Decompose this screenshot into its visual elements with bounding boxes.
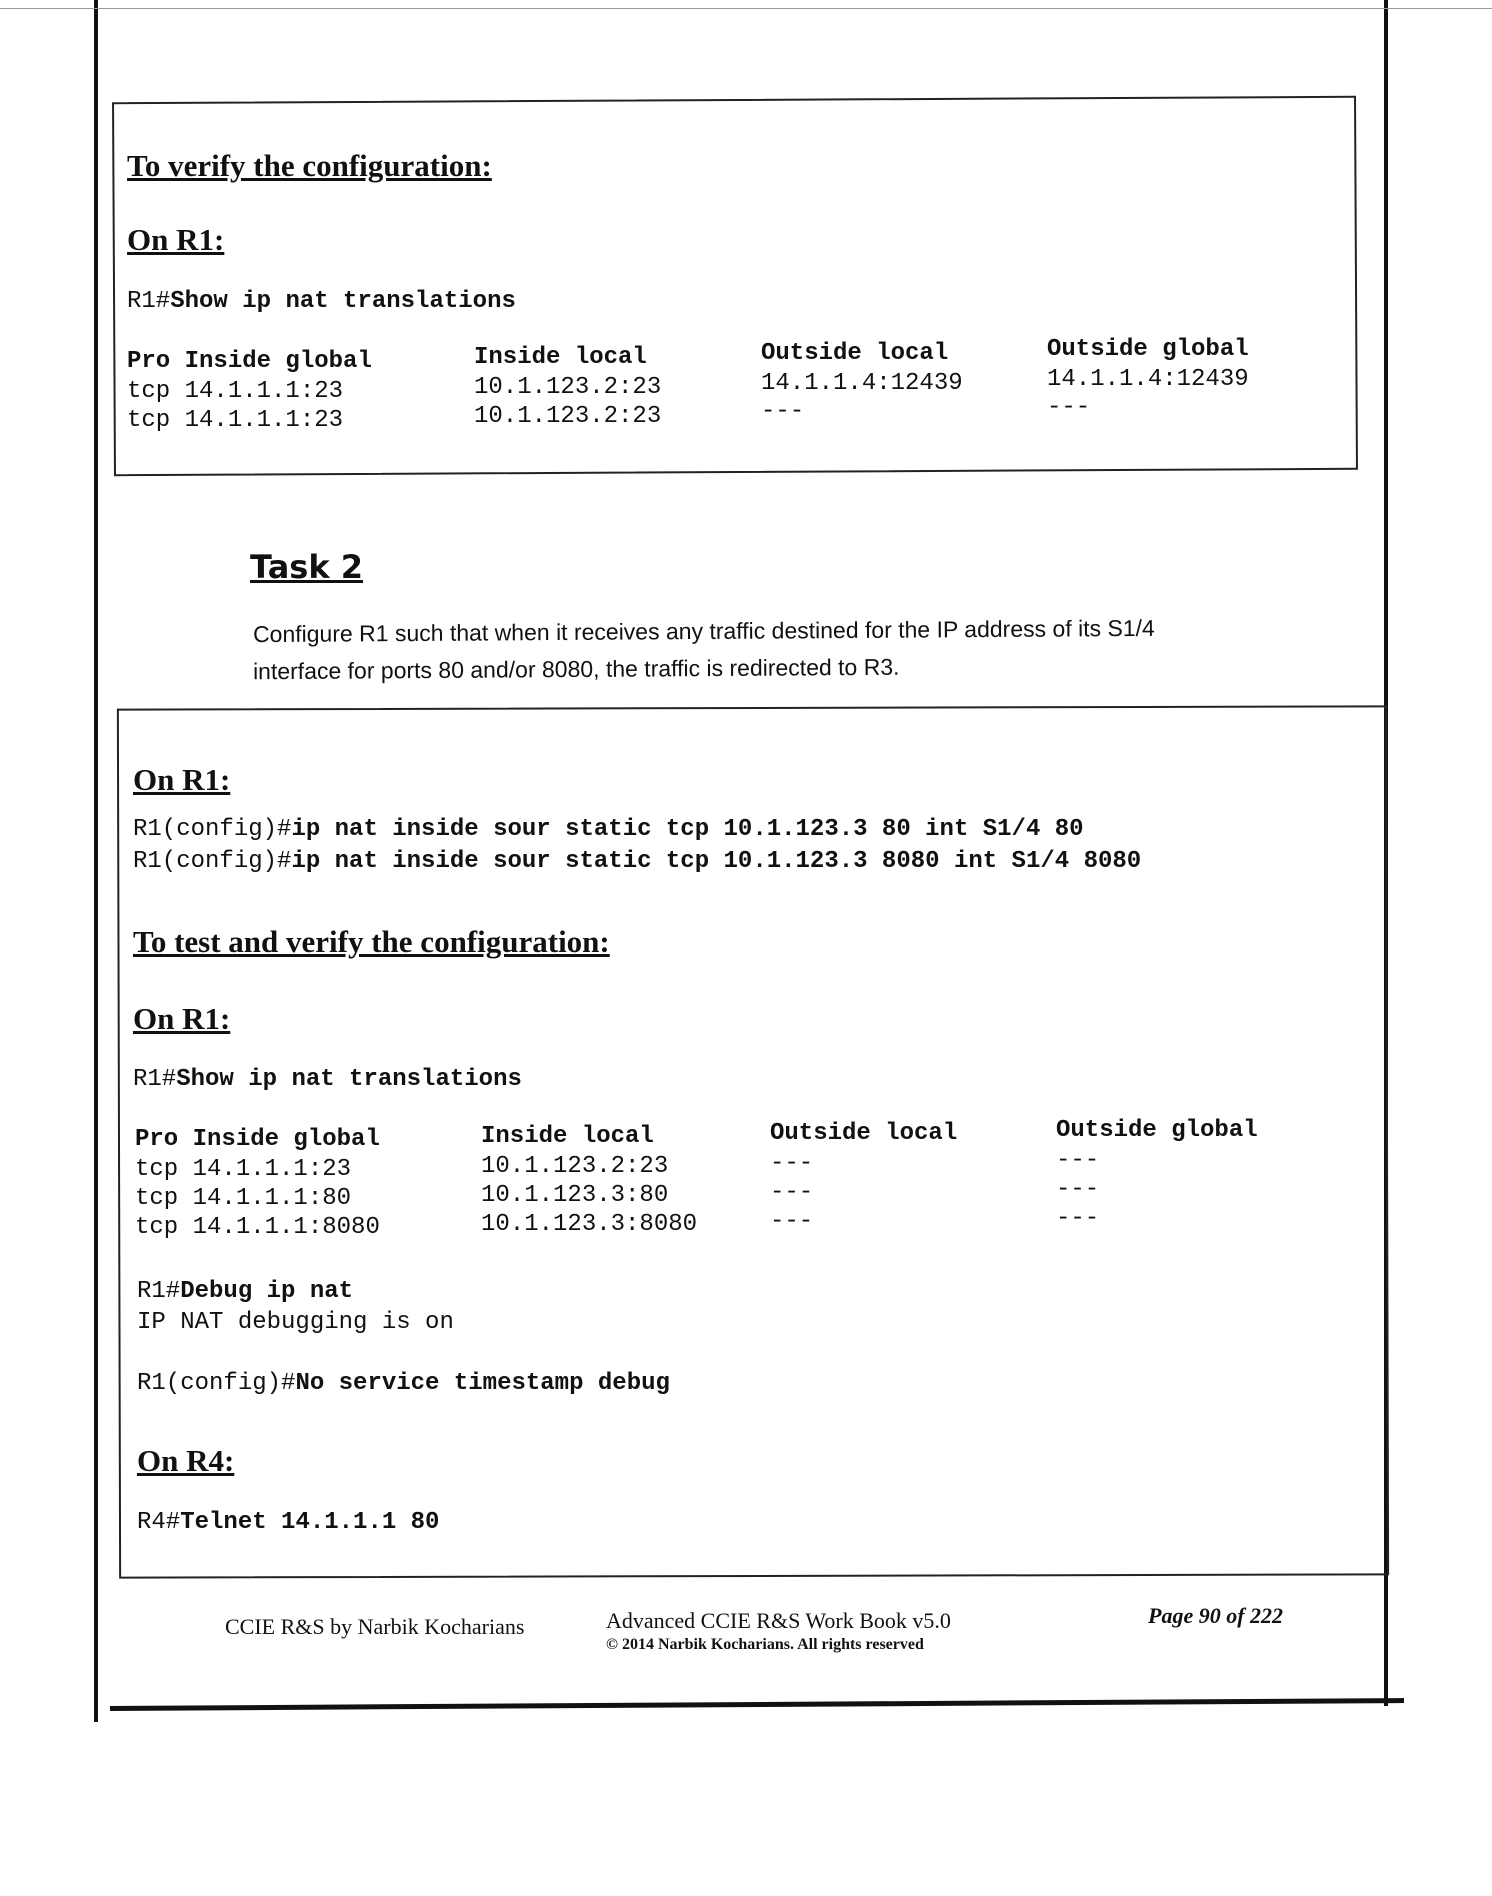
page-border-left — [94, 0, 98, 1722]
table-cell: 10.1.123.3:80 — [481, 1182, 669, 1209]
table-cell: tcp 14.1.1.1:23 — [127, 378, 344, 405]
telnet-command — [137, 1509, 439, 1536]
prompt: R1(config)# — [137, 1370, 296, 1397]
col-header: Outside global — [1056, 1117, 1258, 1144]
on-r1-label: On R1: — [133, 762, 231, 797]
on-r4-label: On R4: — [137, 1443, 235, 1478]
on-r1-label: On R1: — [127, 222, 225, 257]
page-border-bottom — [110, 1698, 1404, 1711]
prompt: R1# — [137, 1278, 181, 1305]
table-cell: 10.1.123.2:23 — [474, 403, 662, 430]
config-line — [133, 816, 1084, 843]
show-command — [133, 1066, 522, 1093]
table-cell: 10.1.123.2:23 — [481, 1153, 669, 1180]
debug-output: IP NAT debugging is on — [137, 1309, 454, 1336]
table-cell: --- — [761, 398, 805, 425]
debug-command — [137, 1278, 353, 1305]
table-cell: tcp 14.1.1.1:80 — [135, 1185, 352, 1212]
command-text: No service timestamp debug — [295, 1370, 670, 1397]
prompt: R1# — [133, 1066, 177, 1093]
command-text: Telnet 14.1.1.1 80 — [180, 1509, 440, 1536]
table-cell: tcp 14.1.1.1:8080 — [135, 1214, 380, 1241]
col-header: Outside local — [770, 1120, 958, 1147]
prompt: R4# — [137, 1509, 181, 1536]
col-header: Inside local — [481, 1123, 654, 1150]
config-command: ip nat inside sour static tcp 10.1.123.3 80 int S1/4 80 — [291, 816, 1084, 843]
footer-page-number: Page 90 of 222 — [1148, 1603, 1284, 1628]
task-description-line1: Configure R1 such that when it receives any traffic destined for the IP address of its S1/4 — [252, 614, 1155, 648]
config-line — [133, 848, 1141, 875]
col-header: Pro Inside global — [127, 348, 372, 375]
table-cell: --- — [1056, 1176, 1100, 1203]
table-cell: 14.1.1.4:12439 — [761, 370, 963, 397]
footer-copyright: © 2014 Narbik Kocharians. All rights reserved — [606, 1636, 924, 1653]
table-cell: --- — [770, 1208, 814, 1235]
verify-heading: To verify the configuration: — [127, 148, 492, 183]
table-cell: --- — [770, 1179, 814, 1206]
table-cell: 14.1.1.4:12439 — [1047, 366, 1249, 393]
col-header: Pro Inside global — [135, 1126, 380, 1153]
footer-author: CCIE R&S by Narbik Kocharians — [225, 1614, 525, 1639]
table-cell: --- — [1056, 1205, 1100, 1232]
show-command — [127, 288, 516, 315]
command-text: Show ip nat translations — [170, 288, 516, 315]
table-cell: tcp 14.1.1.1:23 — [127, 407, 344, 434]
config-command: ip nat inside sour static tcp 10.1.123.3 8080 int S1/4 8080 — [291, 848, 1142, 875]
command-text: Show ip nat translations — [176, 1066, 522, 1093]
prompt: R1(config)# — [133, 816, 292, 843]
table-cell: --- — [1056, 1147, 1100, 1174]
col-header: Outside local — [761, 340, 949, 367]
prompt: R1# — [127, 288, 171, 315]
timestamp-command — [137, 1370, 670, 1397]
top-edge — [0, 8, 1492, 9]
on-r1-label: On R1: — [133, 1001, 231, 1036]
prompt: R1(config)# — [133, 848, 292, 875]
command-text: Debug ip nat — [180, 1278, 354, 1305]
table-cell: 10.1.123.3:8080 — [481, 1211, 698, 1238]
col-header: Outside global — [1047, 336, 1249, 363]
table-cell: 10.1.123.2:23 — [474, 374, 662, 401]
task-description-line2: interface for ports 80 and/or 8080, the traffic is redirected to R3. — [252, 653, 900, 685]
table-cell: --- — [770, 1150, 814, 1177]
table-cell: tcp 14.1.1.1:23 — [135, 1156, 352, 1183]
col-header: Inside local — [474, 344, 647, 371]
footer-book-title: Advanced CCIE R&S Work Book v5.0 — [606, 1608, 951, 1633]
task-title: Task 2 — [250, 548, 364, 586]
table-cell: --- — [1047, 394, 1091, 421]
test-heading: To test and verify the configuration: — [133, 924, 610, 959]
